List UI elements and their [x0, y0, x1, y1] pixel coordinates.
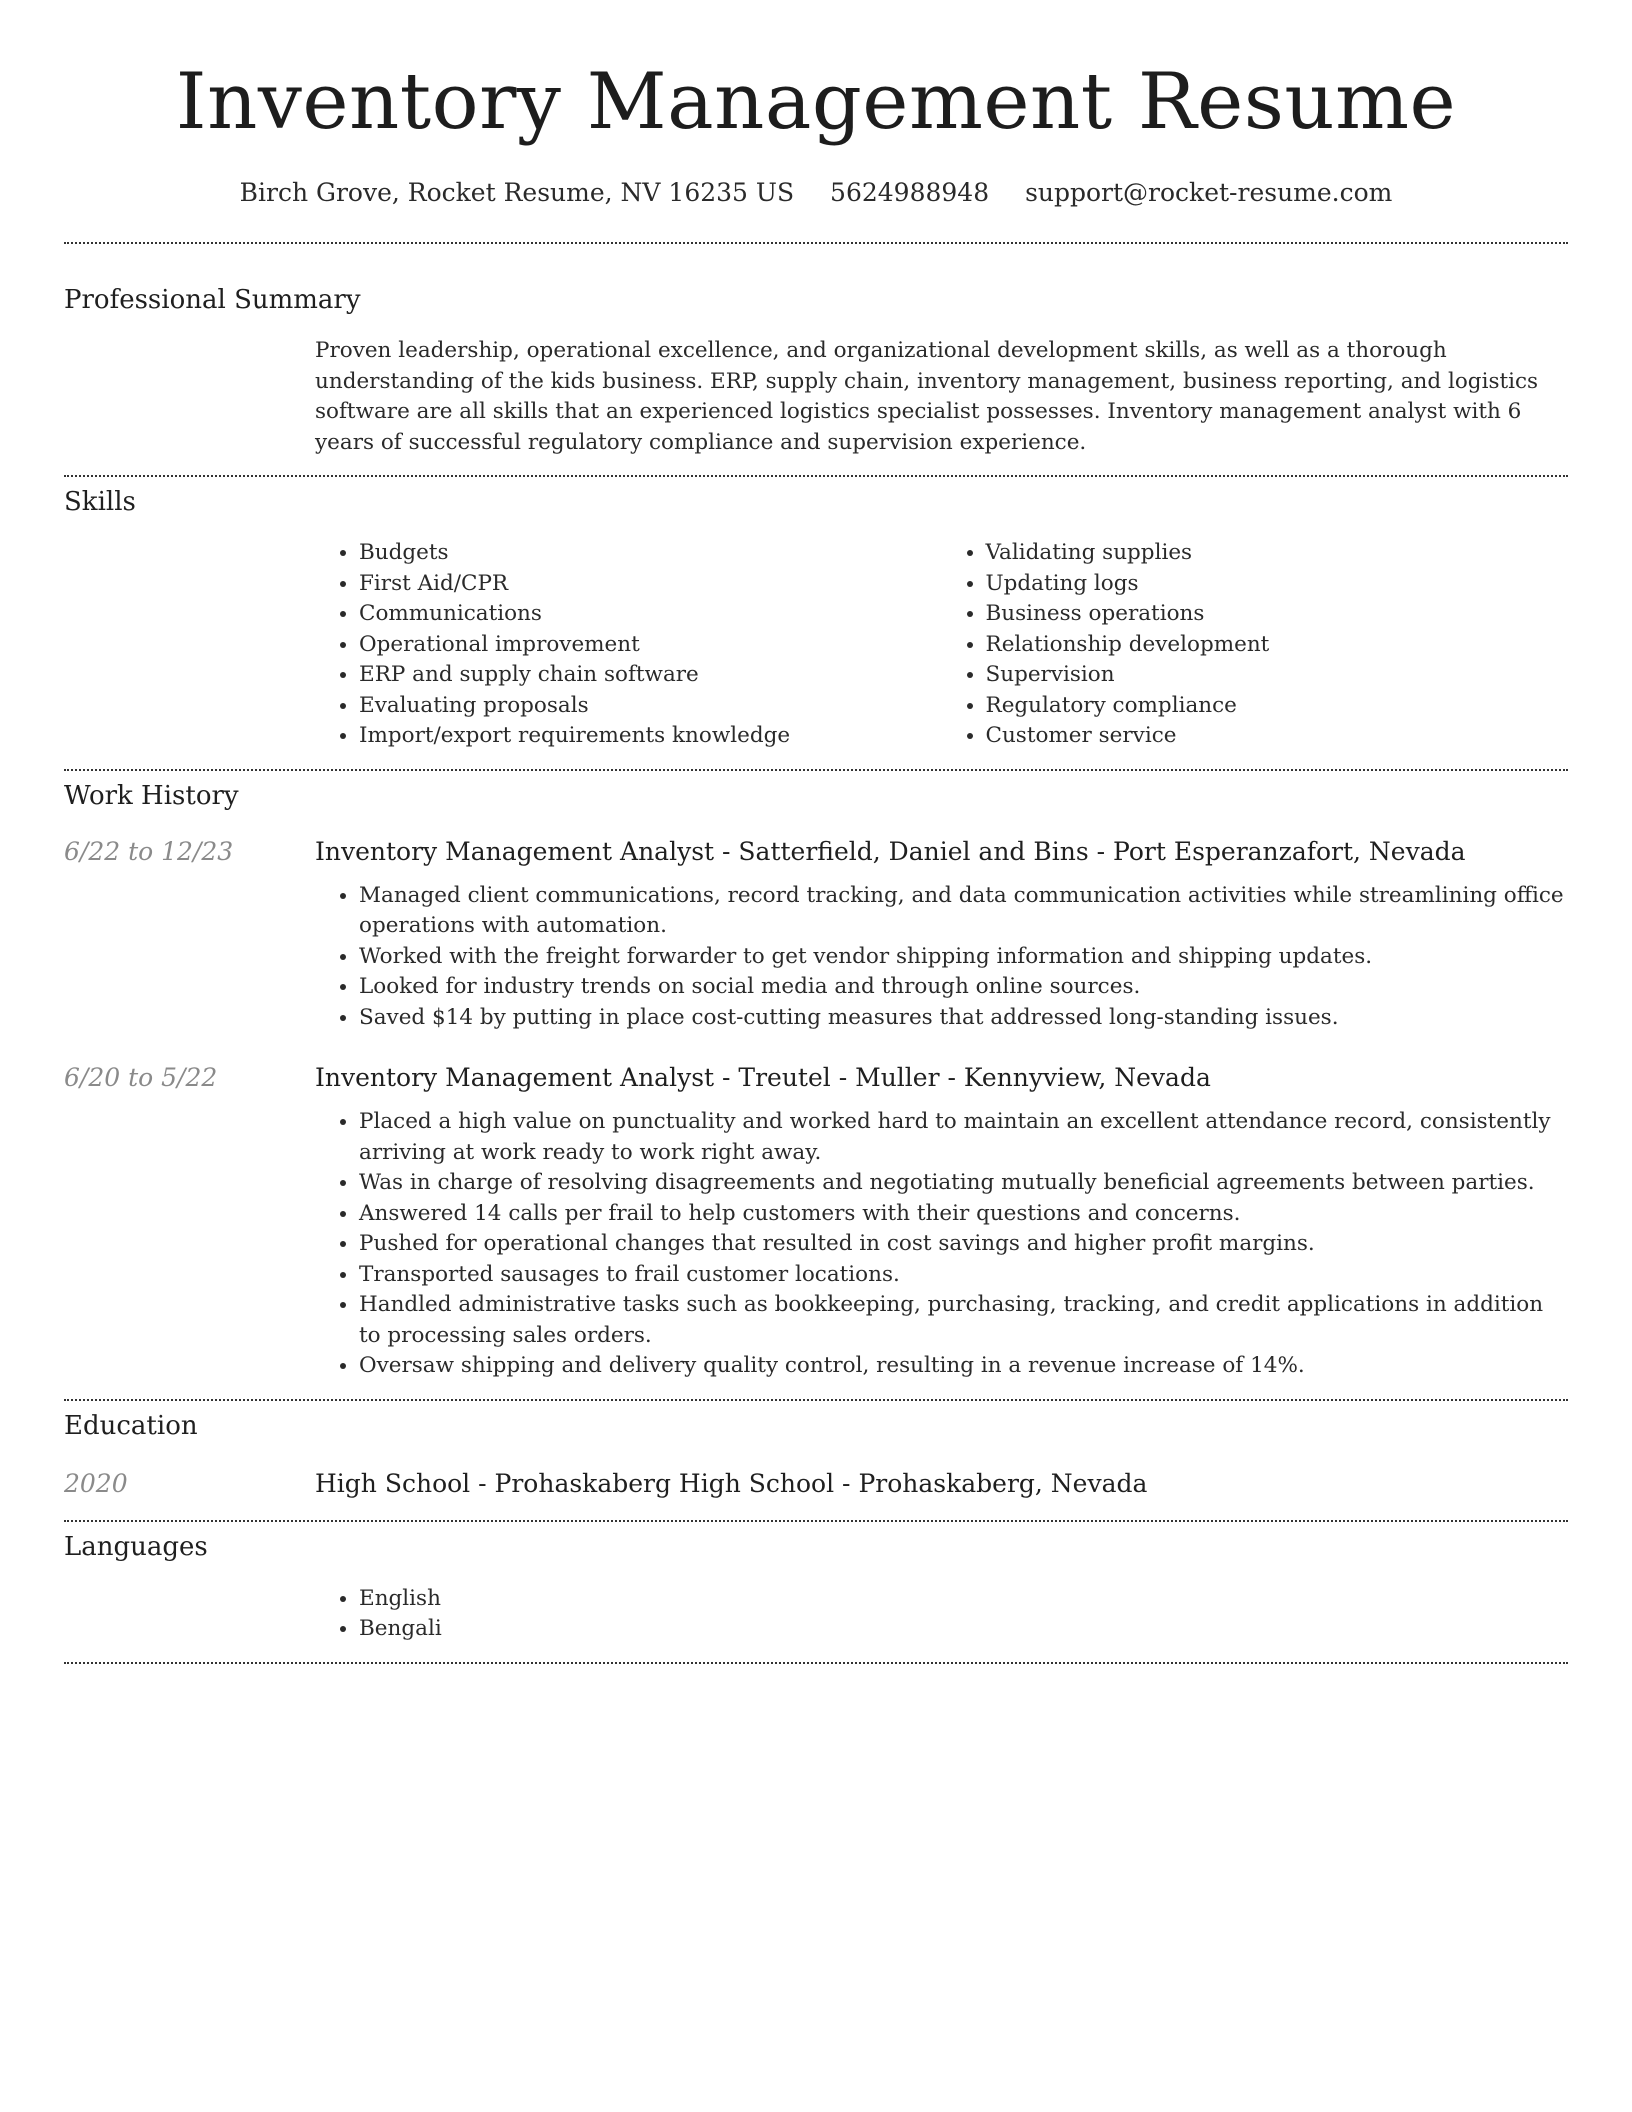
contact-address: Birch Grove, Rocket Resume, NV 16235 US: [239, 178, 795, 207]
skill-item: • Budgets: [359, 538, 942, 569]
resume-title: Inventory Management Resume: [175, 57, 1457, 147]
job-title: Inventory Management Analyst - Treutel - Muller - Kennyview, Nevada: [315, 1063, 1211, 1092]
skill-item: • Validating supplies: [986, 538, 1569, 569]
languages-list: [315, 1584, 1568, 1645]
skill-item: • First Aid/CPR: [359, 569, 942, 600]
skill-item: • Operational improvement: [359, 630, 942, 661]
skills-columns: [315, 538, 1568, 752]
education-entry: [64, 1467, 1568, 1501]
section-title-education: Education: [64, 1410, 198, 1441]
resume-page: [64, 0, 1568, 1664]
job-bullet: • Saved $14 by putting in place cost-cutting measures that addressed long-standing issues.: [359, 1003, 1568, 1034]
job-date: 6/20 to 5/22: [64, 1063, 218, 1092]
education-title: High School - Prohaskaberg High School - Prohaskaberg, Nevada: [315, 1468, 1148, 1498]
contact-email: support@rocket-resume.com: [1025, 178, 1393, 207]
divider: [64, 1399, 1568, 1401]
language-item: • English: [359, 1584, 1568, 1615]
skill-item: • Communications: [359, 599, 942, 630]
skill-item: • ERP and supply chain software: [359, 660, 942, 691]
job-bullet: • Answered 14 calls per frail to help customers with their questions and concerns.: [359, 1199, 1568, 1230]
skill-item: • Import/export requirements knowledge: [359, 721, 942, 752]
job-header: [64, 1061, 1568, 1095]
contact-line: [64, 176, 1568, 210]
summary-text: Proven leadership, operational excellence, and organizational development skills, as well as a thorough understanding of the kids business. ERP, supply chain, inventory management, business reporting, and logistics software are all skills that an experienced logistics specialist possesses. Inventory management analyst with 6 years of successful regulatory compliance and supervision experience.: [315, 338, 1539, 455]
skill-item: • Supervision: [986, 660, 1569, 691]
job-header: [64, 835, 1568, 869]
skill-item: • Regulatory compliance: [986, 691, 1569, 722]
job-bullet: • Transported sausages to frail customer locations.: [359, 1260, 1568, 1291]
job-bullet: • Placed a high value on punctuality and worked hard to maintain an excellent attendance record, consistently arriving at work ready to work right away.: [359, 1107, 1568, 1168]
contact-phone: 5624988948: [830, 178, 990, 207]
language-item: • Bengali: [359, 1614, 1568, 1645]
skills-list-left: [315, 538, 942, 752]
job-title: Inventory Management Analyst - Satterfield, Daniel and Bins - Port Esperanzafort, Nevada: [315, 836, 1466, 866]
job-bullet: • Pushed for operational changes that resulted in cost savings and higher profit margins.: [359, 1229, 1568, 1260]
job-bullets: [315, 881, 1568, 1034]
section-title-summary: Professional Summary: [64, 285, 361, 315]
divider: [64, 242, 1568, 244]
job-bullet: • Handled administrative tasks such as bookkeeping, purchasing, tracking, and credit applications in addition to processing sales orders.: [359, 1290, 1568, 1351]
job-bullet: • Worked with the freight forwarder to get vendor shipping information and shipping updates.: [359, 942, 1568, 973]
skill-item: • Updating logs: [986, 569, 1569, 600]
section-title-languages: Languages: [64, 1531, 208, 1562]
summary-block: [315, 336, 1568, 458]
job-bullet: • Oversaw shipping and delivery quality control, resulting in a revenue increase of 14%.: [359, 1351, 1568, 1382]
education-date: 2020: [64, 1468, 128, 1498]
divider: [64, 1662, 1568, 1664]
skill-item: • Business operations: [986, 599, 1569, 630]
skill-item: • Customer service: [986, 721, 1569, 752]
job-entry: [64, 1061, 1568, 1382]
skill-item: • Evaluating proposals: [359, 691, 942, 722]
divider: [64, 1520, 1568, 1522]
job-date: 6/22 to 12/23: [64, 836, 234, 866]
job-bullet: • Managed client communications, record tracking, and data communication activities while streamlining office operations with automation.: [359, 881, 1568, 942]
skill-item: • Relationship development: [986, 630, 1569, 661]
skills-list-right: [942, 538, 1569, 752]
job-bullet: • Looked for industry trends on social media and through online sources.: [359, 972, 1568, 1003]
divider: [64, 475, 1568, 477]
job-bullets: [315, 1107, 1568, 1382]
section-title-work: Work History: [64, 780, 239, 811]
job-entry: [64, 835, 1568, 1034]
section-title-skills: Skills: [64, 487, 136, 517]
job-bullet: • Was in charge of resolving disagreements and negotiating mutually beneficial agreements between parties.: [359, 1168, 1568, 1199]
divider: [64, 769, 1568, 771]
